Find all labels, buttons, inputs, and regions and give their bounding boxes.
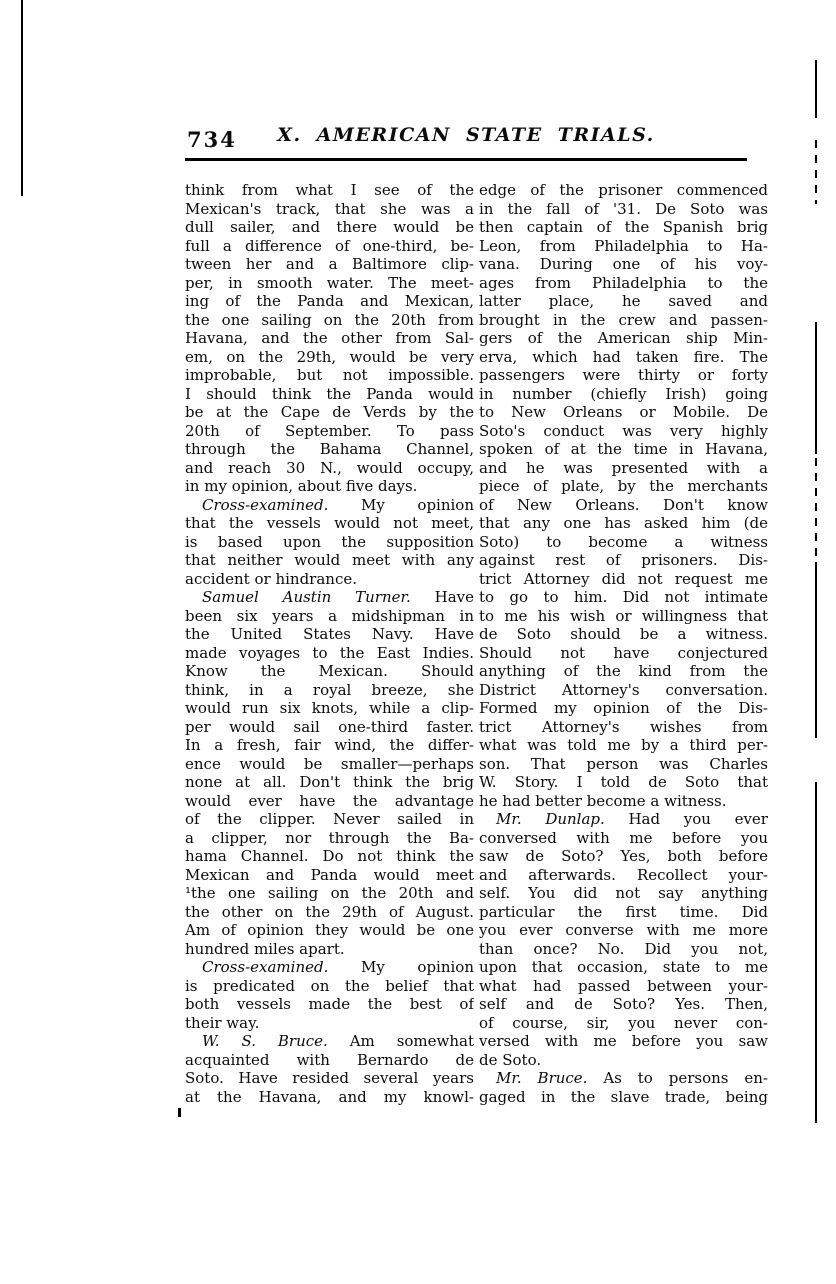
paragraph bbox=[479, 810, 768, 1069]
text-line: hama Channel. Do not think the bbox=[185, 847, 474, 865]
paragraph bbox=[479, 181, 768, 810]
text-line: Soto. Have resided several years bbox=[185, 1069, 474, 1087]
speaker-name: Mr. Bruce. bbox=[496, 1069, 588, 1087]
text-line: District Attorney's conversation. bbox=[479, 680, 768, 699]
text-line: would ever have the advantage bbox=[185, 791, 474, 810]
text-line: both vessels made the best of bbox=[185, 995, 474, 1013]
text-line: self and de Soto? Yes. Then, bbox=[479, 995, 768, 1013]
scan-artifact-right-edge-dashes bbox=[815, 458, 817, 558]
text-line: a clipper, nor through the Ba- bbox=[185, 828, 474, 847]
text-line: to New Orleans or Mobile. De bbox=[479, 403, 768, 421]
text-line: be at the Cape de Verds by the bbox=[185, 403, 474, 421]
text-line: of course, sir, you never con- bbox=[479, 1013, 768, 1032]
text-line: Mexican's track, that she was a bbox=[185, 199, 474, 218]
text-line: than once? No. Did you not, bbox=[479, 939, 768, 958]
text-line: full a difference of one-third, be- bbox=[185, 236, 474, 255]
scan-artifact-speck bbox=[178, 1108, 181, 1117]
text-line: tween her and a Baltimore clip- bbox=[185, 255, 474, 273]
text-line: particular the first time. Did bbox=[479, 902, 768, 921]
text-line: what was told me by a third per- bbox=[479, 736, 768, 754]
text-line: Mexican and Panda would meet bbox=[185, 865, 474, 884]
text-line: self. You did not say anything bbox=[479, 884, 768, 902]
text-line: made voyages to the East Indies. bbox=[185, 643, 474, 662]
text-line: brought in the crew and passen- bbox=[479, 310, 768, 329]
text-line: what had passed between your- bbox=[479, 976, 768, 995]
text-line: ¹the one sailing on the 20th and bbox=[185, 884, 474, 902]
text-column-right bbox=[479, 181, 768, 1106]
text-line: Mr. Dunlap. Had you ever bbox=[496, 810, 768, 828]
text-line: is based upon the supposition bbox=[185, 532, 474, 551]
scan-artifact-right-edge-line bbox=[815, 562, 817, 738]
text-line: In a fresh, fair wind, the differ- bbox=[185, 736, 474, 754]
text-line: latter place, he saved and bbox=[479, 292, 768, 310]
text-line: of New Orleans. Don't know bbox=[479, 495, 768, 514]
text-line: conversed with me before you bbox=[479, 828, 768, 847]
text-line: spoken of at the time in Havana, bbox=[479, 440, 768, 458]
text-line: Formed my opinion of the Dis- bbox=[479, 699, 768, 717]
text-line: Am of opinion they would be one bbox=[185, 921, 474, 939]
text-line: ages from Philadelphia to the bbox=[479, 273, 768, 292]
text-line: acquainted with Bernardo de bbox=[185, 1050, 474, 1069]
speaker-name: Samuel Austin Turner. bbox=[202, 588, 411, 606]
text-line: through the Bahama Channel, bbox=[185, 440, 474, 458]
text-line: think, in a royal breeze, she bbox=[185, 680, 474, 699]
text-line: hundred miles apart. bbox=[185, 939, 345, 958]
text-line: Leon, from Philadelphia to Ha- bbox=[479, 236, 768, 255]
text-line: de Soto should be a witness. bbox=[479, 625, 768, 643]
text-line: vana. During one of his voy- bbox=[479, 255, 768, 273]
running-title: X. AMERICAN STATE TRIALS. bbox=[277, 124, 655, 146]
text-line: accident or hindrance. bbox=[185, 569, 357, 588]
paragraph bbox=[185, 958, 474, 1032]
text-line: that neither would meet with any bbox=[185, 551, 474, 569]
text-line: against rest of prisoners. Dis- bbox=[479, 551, 768, 569]
text-line: 20th of September. To pass bbox=[185, 421, 474, 440]
text-line: erva, which had taken fire. The bbox=[479, 347, 768, 366]
text-line: edge of the prisoner commenced bbox=[479, 181, 768, 199]
text-line: I should think the Panda would bbox=[185, 384, 474, 403]
text-line: to me his wish or willingness that bbox=[479, 606, 768, 625]
text-line: you ever converse with me more bbox=[479, 921, 768, 939]
header-rule bbox=[185, 158, 747, 161]
text-line: in the fall of '31. De Soto was bbox=[479, 199, 768, 218]
text-line: think from what I see of the bbox=[185, 181, 474, 199]
text-line: anything of the kind from the bbox=[479, 662, 768, 680]
text-line: their way. bbox=[185, 1013, 260, 1032]
text-line: son. That person was Charles bbox=[479, 754, 768, 773]
scan-artifact-right-edge-line bbox=[815, 322, 817, 454]
scan-artifact-right-edge-line bbox=[815, 782, 817, 1123]
paragraph bbox=[185, 1032, 474, 1106]
text-line: trict Attorney did not request me bbox=[479, 569, 768, 588]
speaker-name: Cross-examined. bbox=[202, 495, 329, 514]
scan-artifact-right-edge-line bbox=[815, 60, 817, 118]
text-line: de Soto. bbox=[479, 1050, 542, 1069]
paragraph bbox=[479, 1069, 768, 1106]
text-line: Know the Mexican. Should bbox=[185, 662, 474, 680]
text-column-left bbox=[185, 181, 474, 1106]
text-line: versed with me before you saw bbox=[479, 1032, 768, 1050]
paragraph bbox=[185, 181, 474, 496]
text-line: of the clipper. Never sailed in bbox=[185, 810, 474, 828]
text-line: saw de Soto? Yes, both before bbox=[479, 847, 768, 865]
text-line: is predicated on the belief that bbox=[185, 976, 474, 995]
text-line: and reach 30 N., would occupy, bbox=[185, 458, 474, 477]
text-line: gaged in the slave trade, being bbox=[479, 1087, 768, 1106]
text-line: piece of plate, by the merchants bbox=[479, 477, 768, 495]
text-line: dull sailer, and there would be bbox=[185, 218, 474, 236]
text-line: improbable, but not impossible. bbox=[185, 366, 474, 384]
text-line: per would sail one-third faster. bbox=[185, 717, 474, 736]
text-line: W. Story. I told de Soto that bbox=[479, 773, 768, 791]
text-line: and afterwards. Recollect your- bbox=[479, 865, 768, 884]
text-line: the United States Navy. Have bbox=[185, 625, 474, 643]
text-line: at the Havana, and my knowl- bbox=[185, 1087, 474, 1106]
text-line: Mr. Bruce. As to persons en- bbox=[496, 1069, 768, 1087]
text-line: that the vessels would not meet, bbox=[185, 514, 474, 532]
text-line: Havana, and the other from Sal- bbox=[185, 329, 474, 347]
text-line: the other on the 29th of August. bbox=[185, 902, 474, 921]
page-number: 734 bbox=[187, 127, 237, 152]
paragraph bbox=[185, 496, 474, 589]
text-line: in my opinion, about five days. bbox=[185, 477, 418, 495]
text-line: would run six knots, while a clip- bbox=[185, 699, 474, 717]
text-line: Cross-examined. My opinion bbox=[202, 495, 474, 514]
speaker-name: Cross-examined. bbox=[202, 958, 329, 976]
text-line: ence would be smaller—perhaps bbox=[185, 754, 474, 773]
text-line: and he was presented with a bbox=[479, 458, 768, 477]
text-line: passengers were thirty or forty bbox=[479, 366, 768, 384]
text-line: Soto's conduct was very highly bbox=[479, 421, 768, 440]
speaker-name: Mr. Dunlap. bbox=[496, 810, 605, 828]
text-line: been six years a midshipman in bbox=[185, 606, 474, 625]
text-line: Samuel Austin Turner. Have bbox=[202, 588, 474, 606]
text-line: that any one has asked him (de bbox=[479, 514, 768, 532]
text-line: W. S. Bruce. Am somewhat bbox=[202, 1032, 474, 1050]
text-line: he had better become a witness. bbox=[479, 791, 727, 810]
text-line: gers of the American ship Min- bbox=[479, 329, 768, 347]
text-line: in number (chiefly Irish) going bbox=[479, 384, 768, 403]
text-line: em, on the 29th, would be very bbox=[185, 347, 474, 366]
text-line: trict Attorney's wishes from bbox=[479, 717, 768, 736]
text-line: none at all. Don't think the brig bbox=[185, 773, 474, 791]
text-line: per, in smooth water. The meet- bbox=[185, 273, 474, 292]
scan-artifact-left-edge-line bbox=[21, 0, 23, 196]
text-line: Cross-examined. My opinion bbox=[202, 958, 474, 976]
text-line: upon that occasion, state to me bbox=[479, 958, 768, 976]
text-line: the one sailing on the 20th from bbox=[185, 310, 474, 329]
text-line: then captain of the Spanish brig bbox=[479, 218, 768, 236]
text-line: ing of the Panda and Mexican, bbox=[185, 292, 474, 310]
text-line: to go to him. Did not intimate bbox=[479, 588, 768, 606]
text-line: Soto) to become a witness bbox=[479, 532, 768, 551]
running-head bbox=[0, 124, 836, 160]
paragraph bbox=[185, 588, 474, 958]
speaker-name: W. S. Bruce. bbox=[202, 1032, 328, 1050]
text-line: Should not have conjectured bbox=[479, 643, 768, 662]
